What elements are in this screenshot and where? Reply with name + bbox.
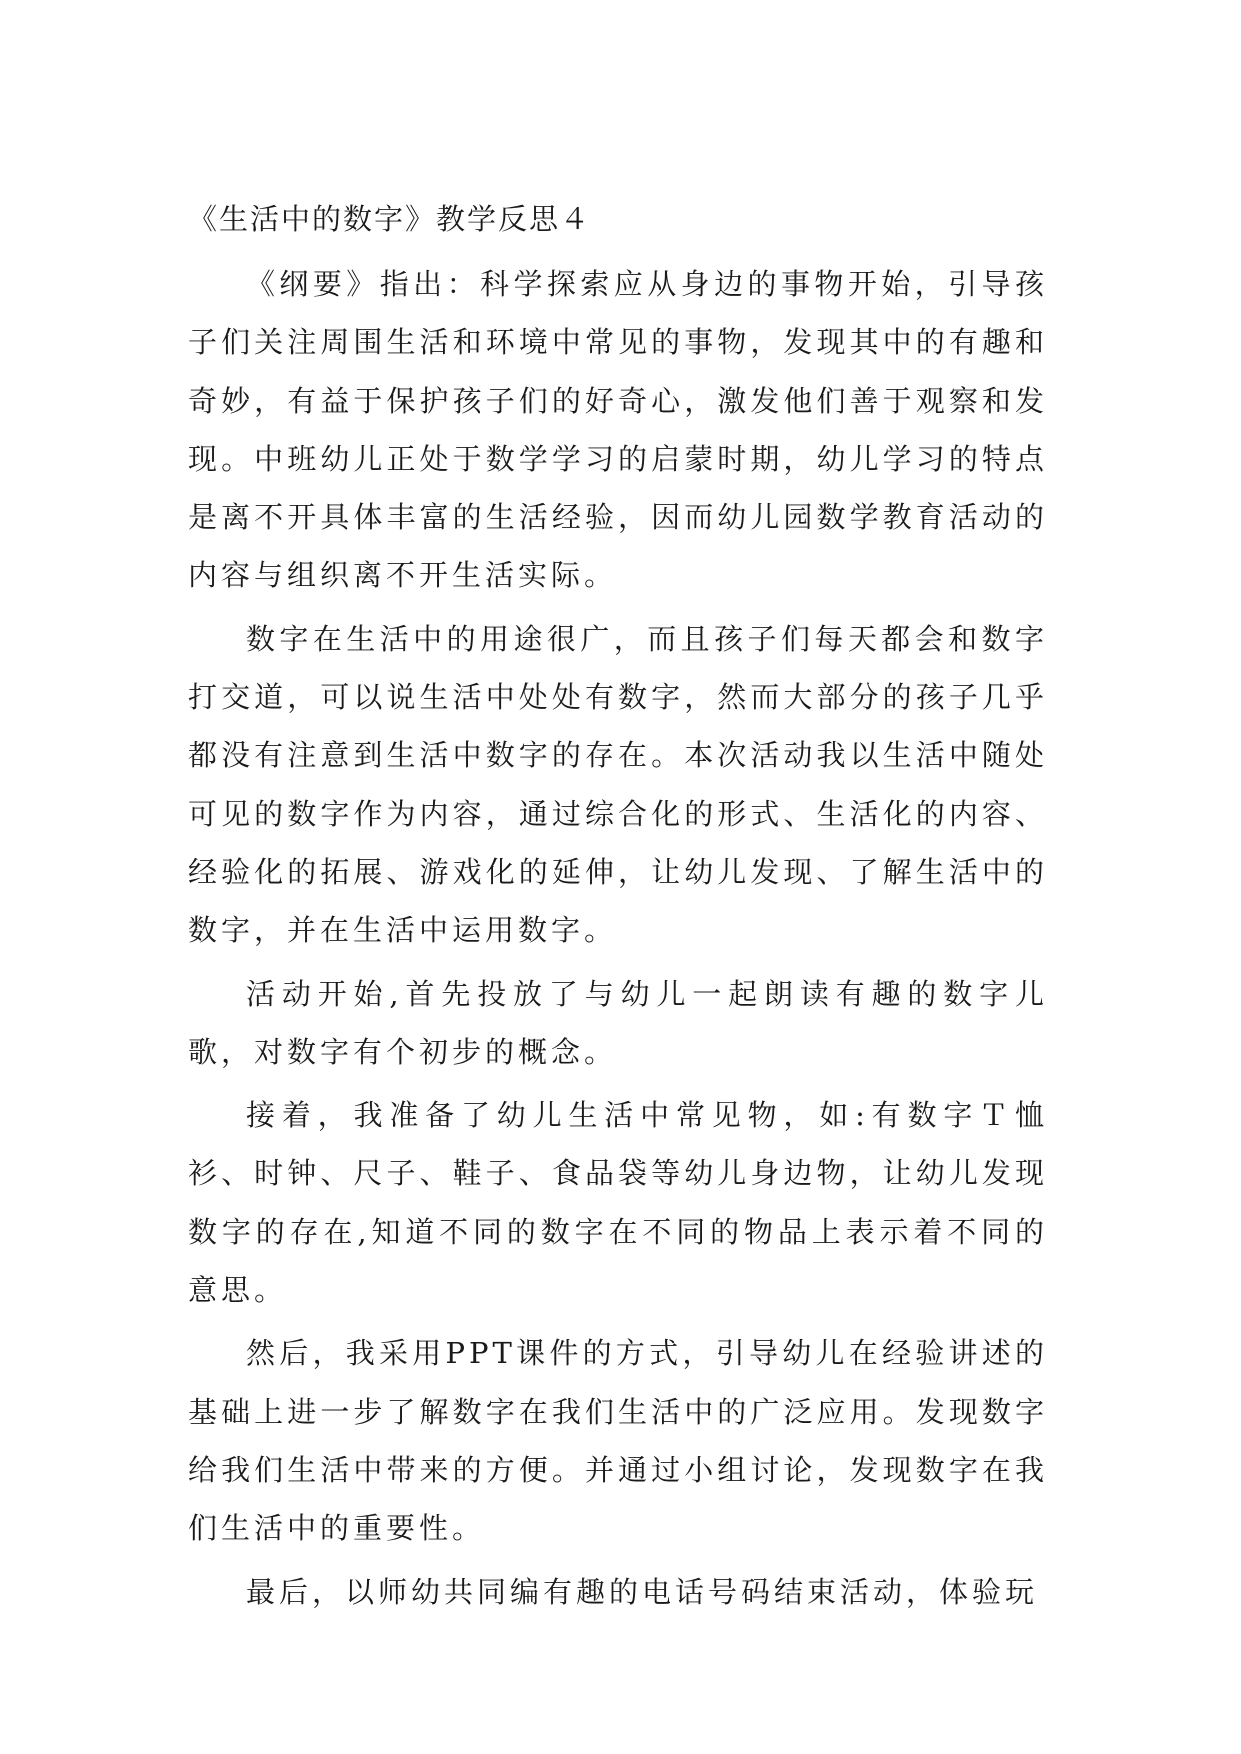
paragraph: 《纲要》指出：科学探索应从身边的事物开始，引导孩子们关注周围生活和环境中常见的事物，发现其中的有趣和奇妙，有益于保护孩子们的好奇心，激发他们善于观察和发现。中班幼儿正处于数学学习的启蒙时期，幼儿学习的特点是离不开具体丰富的生活经验，因而幼儿园数学教育活动的内容与组织离不开生活实际。 (188, 267, 1048, 593)
paragraph: 接着，我准备了幼儿生活中常见物，如:有数字Ｔ恤衫、时钟、尺子、鞋子、食品袋等幼儿身边物，让幼儿发现数字的存在,知道不同的数字在不同的物品上表示着不同的意思。 (188, 1098, 1048, 1308)
document-title: 《生活中的数字》教学反思４ (188, 202, 592, 236)
paragraph: 数字在生活中的用途很广，而且孩子们每天都会和数字打交道，可以说生活中处处有数字，然而大部分的孩子几乎都没有注意到生活中数字的存在。本次活动我以生活中随处可见的数字作为内容，通过综合化的形式、生活化的内容、经验化的拓展、游戏化的延伸，让幼儿发现、了解生活中的数字，并在生活中运用数字。 (188, 621, 1048, 948)
document-body (188, 255, 1048, 1626)
paragraph: 最后，以师幼共同编有趣的电话号码结束活动，体验玩 (246, 1574, 1039, 1609)
paragraph: 然后，我采用PPT课件的方式，引导幼儿在经验讲述的基础上进一步了解数字在我们生活中的广泛应用。发现数字给我们生活中带来的方便。并通过小组讨论，发现数字在我们生活中的重要性。 (188, 1336, 1048, 1546)
paragraph: 活动开始,首先投放了与幼儿一起朗读有趣的数字儿歌，对数字有个初步的概念。 (188, 976, 1048, 1069)
